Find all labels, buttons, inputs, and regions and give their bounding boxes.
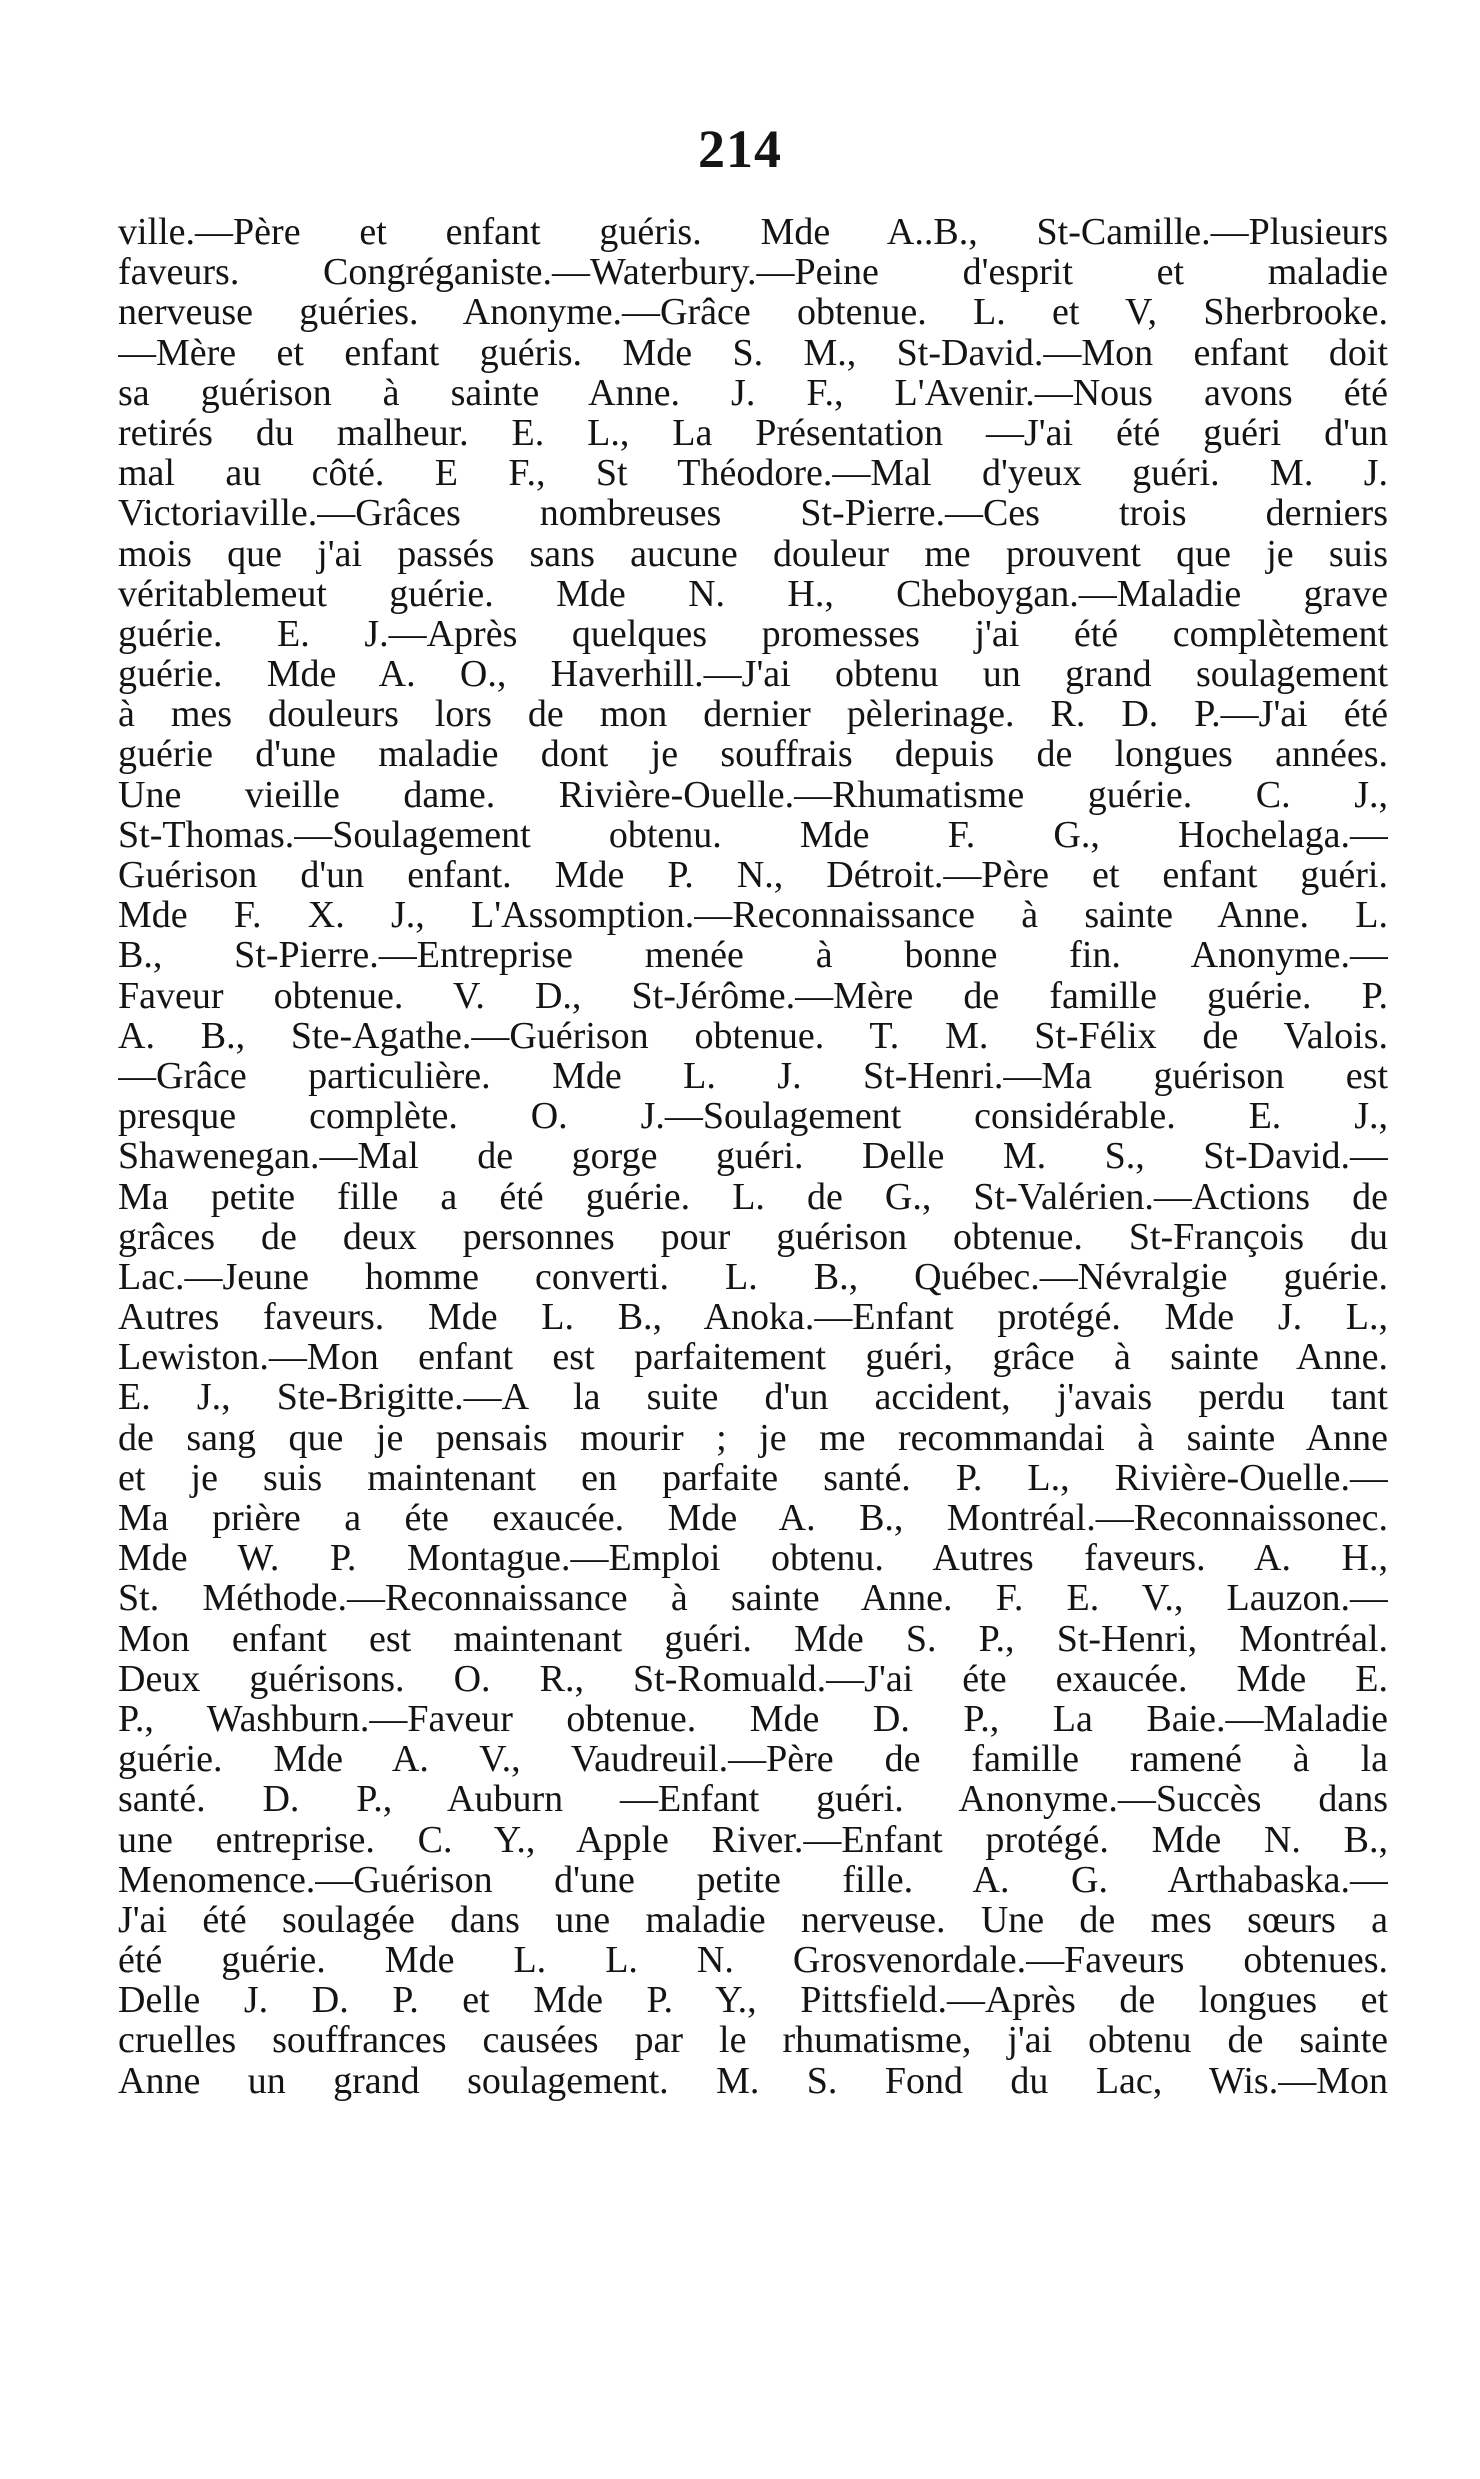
text-line: et je suis maintenant en parfaite santé. P. L., Rivière-Ouelle.— — [118, 1457, 1388, 1498]
text-line: cruelles souffrances causées par le rhumatisme, j'ai obtenu de sainte — [118, 2020, 1388, 2061]
text-line: P., Washburn.—Faveur obtenue. Mde D. P., La Baie.—Maladie — [118, 1698, 1388, 1740]
text-line: A. B., Ste-Agathe.—Guérison obtenue. T. M. St-Félix de Valois. — [118, 1015, 1388, 1056]
text-line: Menomence.—Guérison d'une petite fille. A. G. Arthabaska.— — [118, 1859, 1388, 1900]
text-line: retirés du malheur. E. L., La Présentation —J'ai été guéri d'un — [118, 412, 1388, 454]
text-line: —Grâce particulière. Mde L. J. St-Henri.—Ma guérison est — [118, 1055, 1388, 1097]
text-line: de sang que je pensais mourir ; je me recommandai à sainte Anne — [118, 1417, 1388, 1458]
text-line: Delle J. D. P. et Mde P. Y., Pittsfield.—Après de longues et — [118, 1980, 1388, 2021]
text-line: Victoriaville.—Grâces nombreuses St-Pierre.—Ces trois derniers — [118, 493, 1388, 534]
text-line: mois que j'ai passés sans aucune douleur me prouvent que je suis — [118, 533, 1388, 574]
text-line: guérie. E. J.—Après quelques promesses j'ai été complètement — [118, 613, 1388, 655]
text-line: une entreprise. C. Y., Apple River.—Enfant protégé. Mde N. B., — [118, 1819, 1388, 1860]
text-line: Une vieille dame. Rivière-Ouelle.—Rhumatisme guérie. C. J., — [118, 774, 1388, 815]
text-line: St-Thomas.—Soulagement obtenu. Mde F. G., Hochelaga.— — [118, 814, 1388, 855]
body-text — [118, 212, 1388, 2101]
text-line: guérie. Mde A. O., Haverhill.—J'ai obtenu un grand soulagement — [118, 654, 1388, 695]
text-line: Deux guérisons. O. R., St-Romuald.—J'ai éte exaucée. Mde E. — [118, 1658, 1388, 1699]
text-line: Anne un grand soulagement. M. S. Fond du Lac, Wis.—Mon — [118, 2060, 1388, 2101]
text-line: Guérison d'un enfant. Mde P. N., Détroit.—Père et enfant guéri. — [118, 855, 1388, 896]
text-line: à mes douleurs lors de mon dernier pèlerinage. R. D. P.—J'ai été — [118, 694, 1388, 735]
text-line: Mde W. P. Montague.—Emploi obtenu. Autres faveurs. A. H., — [118, 1538, 1388, 1579]
text-line: E. J., Ste-Brigitte.—A la suite d'un accident, j'avais perdu tant — [118, 1377, 1388, 1418]
text-line: J'ai été soulagée dans une maladie nerveuse. Une de mes sœurs a — [118, 1899, 1388, 1941]
text-line: Lac.—Jeune homme converti. L. B., Québec.—Névralgie guérie. — [118, 1256, 1388, 1298]
text-line: presque complète. O. J.—Soulagement considérable. E. J., — [118, 1096, 1388, 1137]
text-line: sa guérison à sainte Anne. J. F., L'Avenir.—Nous avons été — [118, 372, 1388, 413]
text-line: faveurs. Congréganiste.—Waterbury.—Peine d'esprit et maladie — [118, 252, 1388, 293]
text-line: Autres faveurs. Mde L. B., Anoka.—Enfant protégé. Mde J. L., — [118, 1297, 1388, 1338]
text-line: été guérie. Mde L. L. N. Grosvenordale.—Faveurs obtenues. — [118, 1940, 1388, 1981]
text-line: Shawenegan.—Mal de gorge guéri. Delle M. S., St-David.— — [118, 1136, 1388, 1177]
text-line: B., St-Pierre.—Entreprise menée à bonne fin. Anonyme.— — [118, 935, 1388, 976]
text-line: grâces de deux personnes pour guérison obtenue. St-François du — [118, 1216, 1388, 1257]
text-line: Mon enfant est maintenant guéri. Mde S. P., St-Henri, Montréal. — [118, 1618, 1388, 1659]
text-line: St. Méthode.—Reconnaissance à sainte Anne. F. E. V., Lauzon.— — [118, 1578, 1388, 1619]
page-number: 214 — [698, 119, 782, 179]
text-line: Mde F. X. J., L'Assomption.—Reconnaissance à sainte Anne. L. — [118, 895, 1388, 936]
text-line: Ma prière a éte exaucée. Mde A. B., Montréal.—Reconnaissonec. — [118, 1498, 1388, 1539]
text-line: guérie. Mde A. V., Vaudreuil.—Père de famille ramené à la — [118, 1739, 1388, 1780]
text-line: Faveur obtenue. V. D., St-Jérôme.—Mère de famille guérie. P. — [118, 975, 1388, 1016]
text-line: nerveuse guéries. Anonyme.—Grâce obtenue. L. et V, Sherbrooke. — [118, 292, 1388, 333]
text-line: ville.—Père et enfant guéris. Mde A..B., St-Camille.—Plusieurs — [118, 212, 1388, 253]
text-line: guérie d'une maladie dont je souffrais depuis de longues années. — [118, 734, 1388, 775]
text-line: Ma petite fille a été guérie. L. de G., St-Valérien.—Actions de — [118, 1176, 1388, 1217]
text-line: mal au côté. E F., St Théodore.—Mal d'yeux guéri. M. J. — [118, 453, 1388, 494]
text-line: véritablemeut guérie. Mde N. H., Cheboygan.—Maladie grave — [118, 573, 1388, 614]
text-line: —Mère et enfant guéris. Mde S. M., St-David.—Mon enfant doit — [118, 332, 1388, 373]
text-line: Lewiston.—Mon enfant est parfaitement guéri, grâce à sainte Anne. — [118, 1337, 1388, 1378]
text-line: santé. D. P., Auburn —Enfant guéri. Anonyme.—Succès dans — [118, 1779, 1388, 1820]
